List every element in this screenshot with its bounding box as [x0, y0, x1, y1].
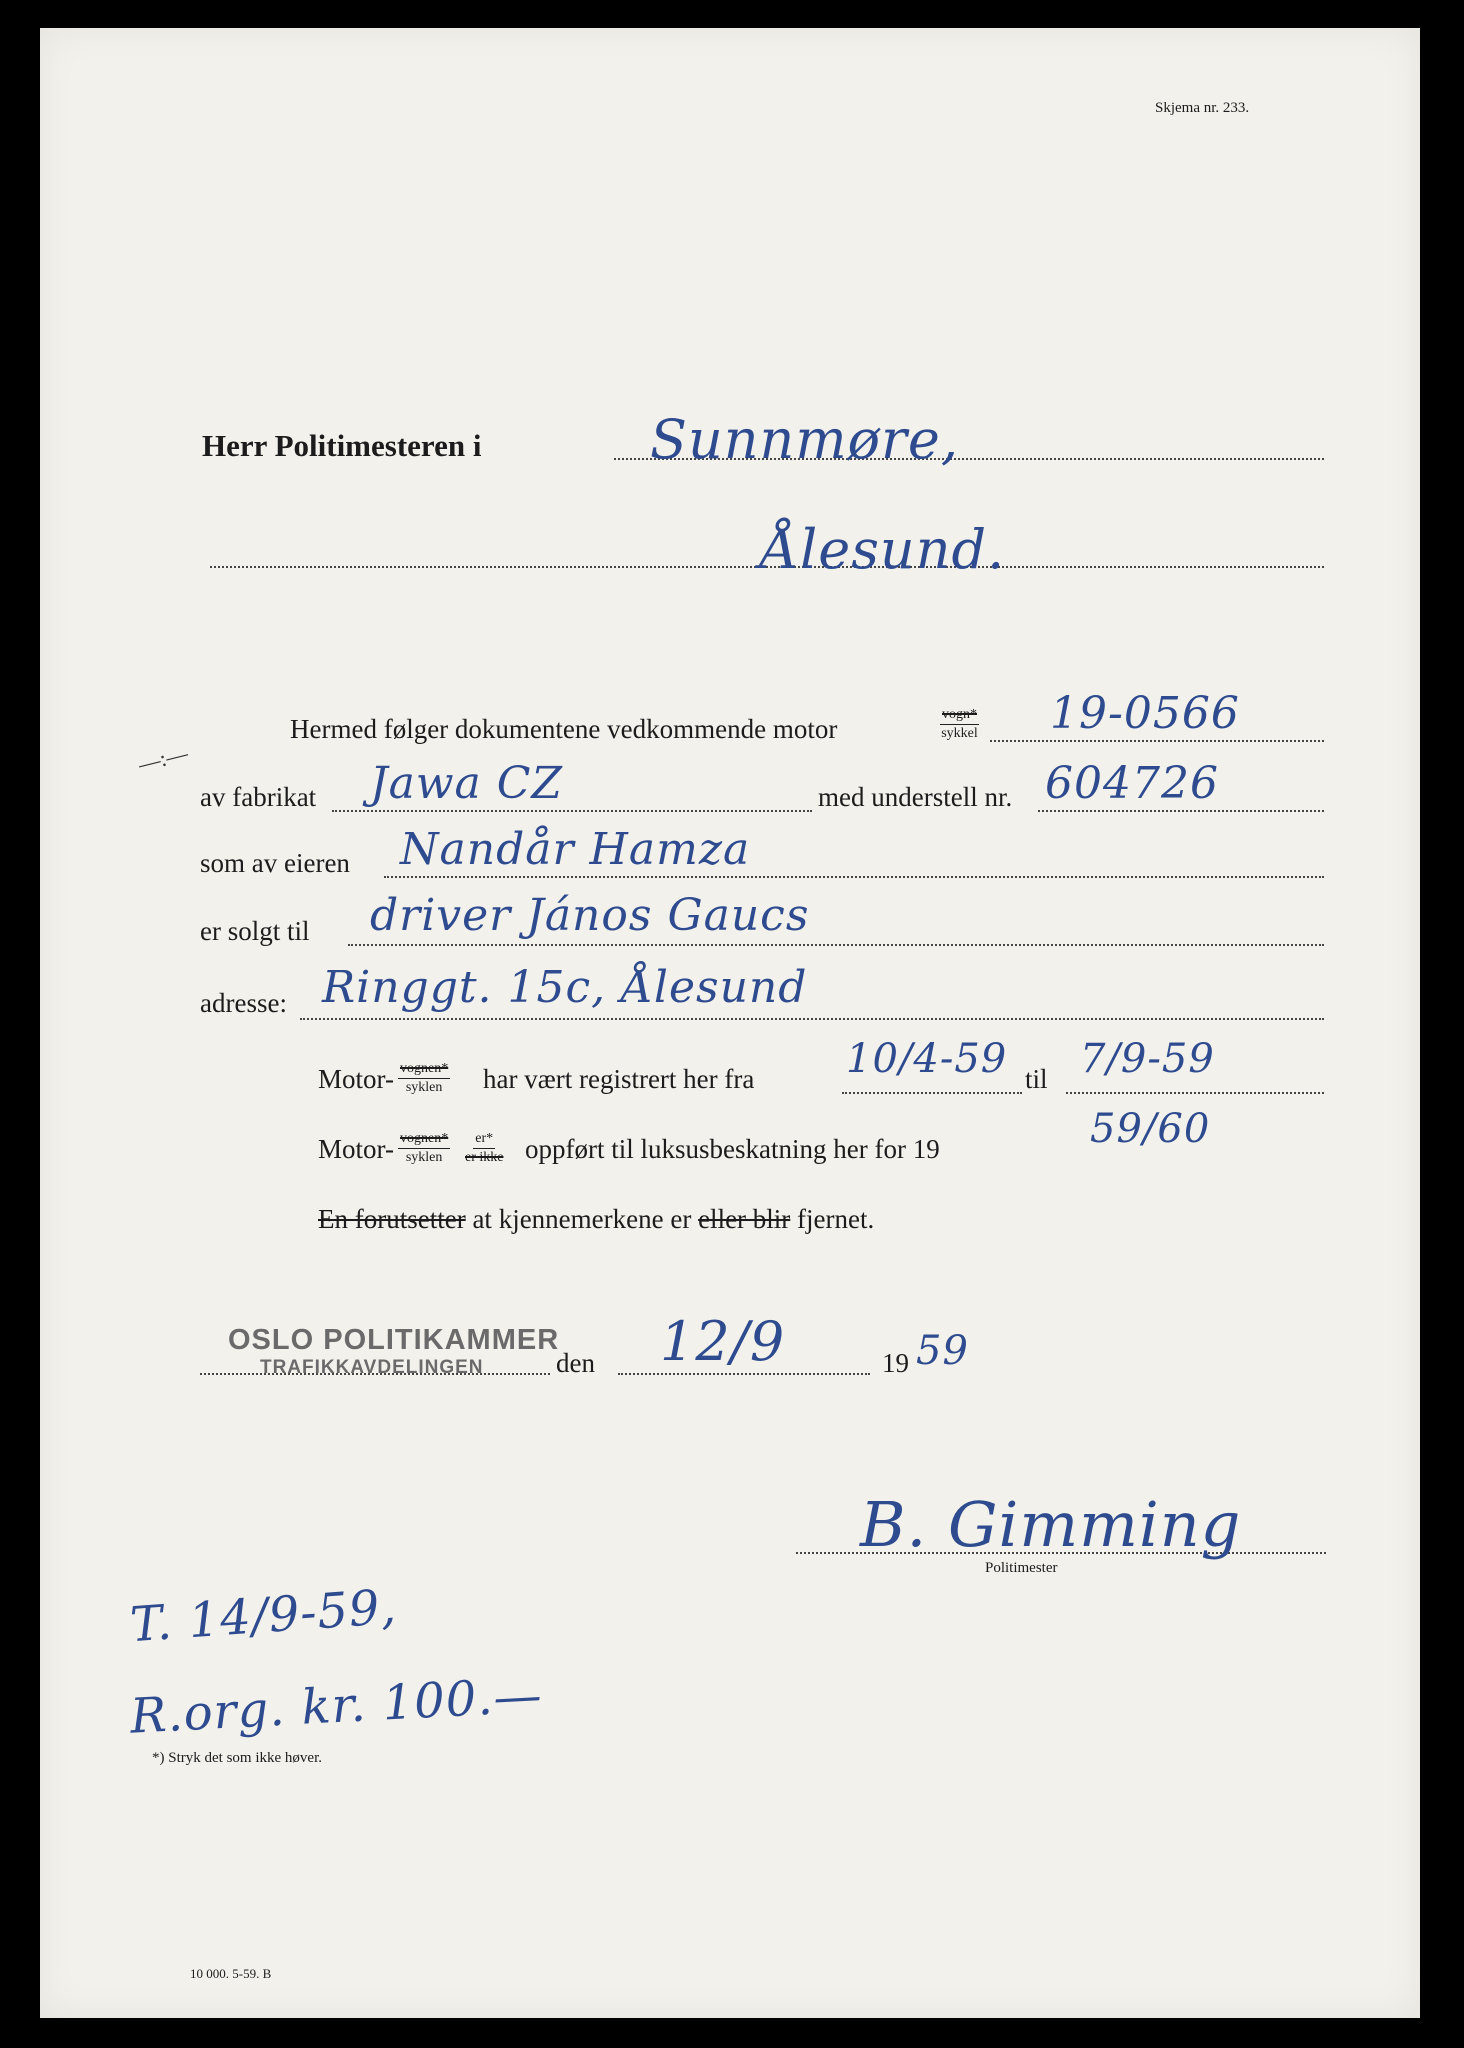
handwritten-note-1: T. 14/9-59, [128, 1578, 399, 1654]
plates-word-2: at kjennemerkene er [472, 1204, 692, 1234]
stamp-line-1: OSLO POLITIKAMMER [228, 1324, 560, 1356]
owner-label: som av eieren [200, 848, 350, 878]
chassis-value: 604726 [1045, 758, 1219, 809]
date-value: 12/9 [660, 1310, 786, 1373]
buyer-line [348, 944, 1324, 946]
luxury-year: 59/60 [1090, 1106, 1211, 1152]
luxury-fraction-2 [465, 1132, 503, 1165]
registered-text: har vært registrert her fra [483, 1064, 755, 1094]
chassis-line [1038, 810, 1324, 812]
address-label: adresse: [200, 988, 287, 1018]
vehicle-type-option-1: vogn* [940, 708, 979, 725]
vehicle-number: 19-0566 [1050, 688, 1240, 739]
signature-title: Politimester [985, 1560, 1058, 1576]
make-label: av fabrikat [200, 782, 317, 812]
chassis-label: med understell nr. [818, 782, 1013, 812]
plates-word-3: eller blir [698, 1204, 791, 1234]
luxury-option-2: syklen [405, 1150, 443, 1165]
registered-to-label: til [1025, 1064, 1048, 1094]
registered-option-1: vognen* [398, 1062, 450, 1079]
date-label: den [556, 1348, 595, 1378]
addressee-district: Sunnmøre, [650, 408, 959, 471]
address-value: Ringgt. 15c, Ålesund [322, 962, 808, 1013]
plates-word-1: En forutsetter [318, 1204, 466, 1234]
handwritten-note-2: R.org. kr. 100.— [128, 1667, 544, 1745]
luxury-option-3: er* [473, 1132, 495, 1149]
footnote: *) Stryk det som ikke høver. [152, 1750, 322, 1766]
addressee-label: Herr Politimesteren i [202, 428, 482, 463]
make-line [332, 810, 812, 812]
luxury-prefix: Motor- [318, 1134, 394, 1164]
document-sheet [40, 28, 1420, 2018]
margin-mark: —:— [135, 740, 191, 777]
luxury-option-1: vognen* [398, 1132, 450, 1149]
owner-line [384, 876, 1324, 878]
plates-word-4: fjernet. [797, 1204, 875, 1234]
luxury-fraction-1 [398, 1132, 450, 1165]
registered-to-value: 7/9-59 [1080, 1036, 1215, 1082]
make-value: Jawa CZ [370, 758, 563, 809]
place-line [200, 1373, 550, 1375]
luxury-text: oppført til luksusbeskatning her for 19 [525, 1134, 940, 1164]
vehicle-type-option-2: sykkel [941, 726, 978, 741]
luxury-option-4: er ikke [465, 1150, 504, 1165]
buyer-value: driver János Gaucs [370, 890, 810, 941]
registered-prefix: Motor- [318, 1064, 394, 1094]
buyer-label: er solgt til [200, 916, 310, 946]
stamp-line-2: TRAFIKKAVDELINGEN [260, 1357, 484, 1378]
date-line [618, 1373, 870, 1375]
registered-fraction [398, 1062, 450, 1095]
addressee-city: Ålesund. [760, 518, 1006, 581]
vehicle-type-fraction [940, 708, 979, 741]
intro-text: Hermed følger dokumentene vedkommende motor [290, 714, 838, 744]
registered-from-line [842, 1092, 1022, 1094]
owner-value: Nandår Hamza [400, 824, 751, 875]
signature: B. Gimming [860, 1488, 1242, 1561]
registered-to-line [1066, 1092, 1324, 1094]
registered-from-value: 10/4-59 [846, 1036, 1008, 1082]
vehicle-number-line [990, 740, 1324, 742]
print-code: 10 000. 5-59. B [190, 1966, 272, 1981]
office-stamp [228, 1324, 559, 1379]
year-value: 59 [916, 1328, 969, 1374]
form-number: Skjema nr. 233. [1155, 100, 1250, 116]
address-line [300, 1018, 1324, 1020]
year-prefix: 19 [882, 1348, 909, 1378]
registered-option-2: syklen [405, 1080, 443, 1095]
plates-sentence [318, 1204, 874, 1235]
